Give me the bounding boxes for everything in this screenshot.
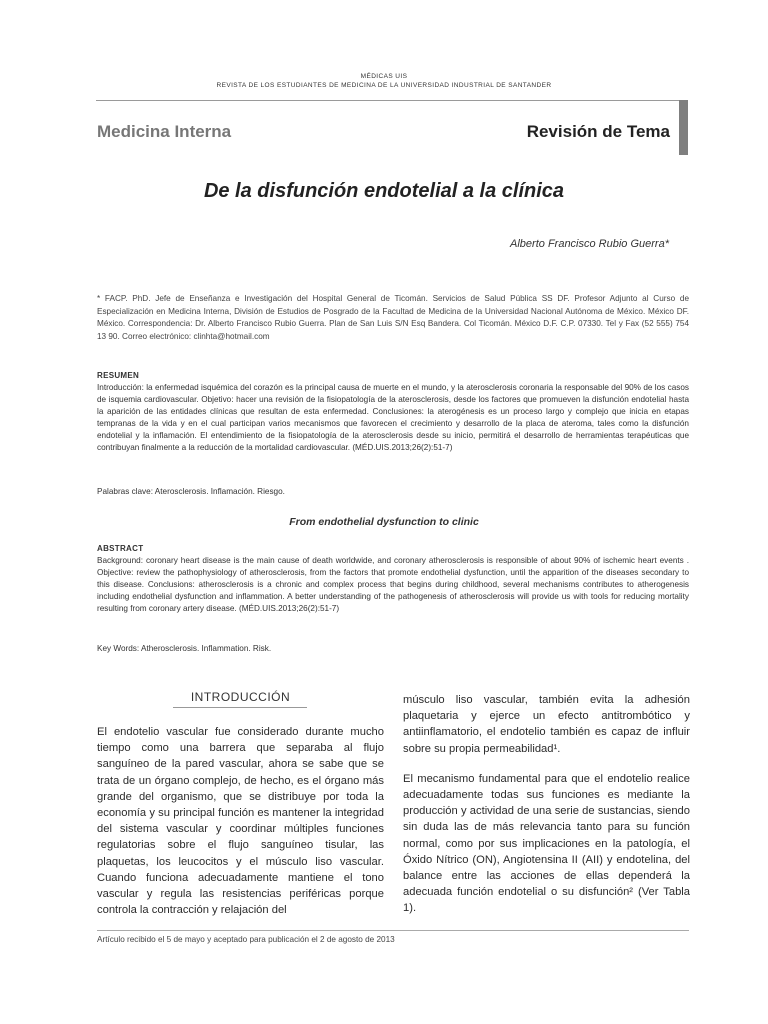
abstract-text: Background: coronary heart disease is the main cause of death worldwide, and coronary atherosclerosis is responsible of about 90% of ischemic heart events . Objective: review the pathophysiology of atherosclerosis, from the factors that promote endothelial dysfunction, until the apparition of the diseases secondary to this disease. Conclusions: atherosclerosis is a chronic and complex process that begins during childhood, several mechanisms contributes to atherogenesis including endothelial dysfunction and inflammation. A better understanding of the pathogenesis of atherosclerosis will provide us with tools for reducing mortality resulting from coronary artery disease. (MÉD.UIS.2013;26(2):51-7) xyxy=(97,556,689,613)
article-type-label: Revisión de Tema xyxy=(526,122,670,141)
body-column-right xyxy=(403,692,690,917)
resumen-heading: RESUMEN xyxy=(97,371,140,380)
received-note: Artículo recibido el 5 de mayo y aceptado para publicación el 2 de agosto de 2013 xyxy=(97,935,395,944)
header-rule xyxy=(96,100,679,101)
resumen-text: Introducción: la enfermedad isquémica del corazón es la principal causa de muerte en el mundo, y la aterosclerosis coronaria la responsable del 90% de los casos de isquemia cardiovascular. Objetivo: hacer una revisión de la fisiopatología de la aterosclerosis, desde los factores que promueven la disfunción endotelial hasta la aparición de las entidades clínicas que resultan de esta enfermedad. Conclusiones: la aterogénesis es un proceso largo y complejo que inicia en etapas tempranas de la vida y en el cual participan varios mecanismos que favorecen el crecimiento y desarrollo de la placa de ateroma, tales como la disfunción endotelial y la inflamación. El entendimiento de la fisiopatología de la aterosclerosis desde su inicio, permitirá el desarrollo de herramientas terapéuticas que contribuyan finalmente a la reducción de la mortalidad cardiovascular. (MÉD.UIS.2013;26(2):51-7) xyxy=(97,383,689,452)
body-paragraph: músculo liso vascular, también evita la adhesión plaquetaria y ejerce un efecto antitrombótico y antiinflamatorio, el endotelio también es capaz de influir sobre su propia permeabilidad¹. xyxy=(403,694,690,755)
article-title: De la disfunción endotelial a la clínica xyxy=(203,180,565,202)
abstract-heading: ABSTRACT xyxy=(97,544,144,553)
introduccion-heading: INTRODUCCIÓN xyxy=(190,690,291,704)
introduccion-underline xyxy=(173,707,307,708)
palabras-clave: Palabras clave: Aterosclerosis. Inflamación. Riesgo. xyxy=(97,487,285,496)
footer-rule xyxy=(97,930,689,931)
header-corner-bar xyxy=(679,100,688,155)
journal-subtitle: REVISTA DE LOS ESTUDIANTES DE MEDICINA DE LA UNIVERSIDAD INDUSTRIAL DE SANTANDER xyxy=(216,82,552,89)
journal-name: MÉDICAS UIS xyxy=(360,73,408,80)
abstract-block xyxy=(97,543,689,615)
key-words: Key Words: Atherosclerosis. Inflammation. Risk. xyxy=(97,644,272,653)
section-label: Medicina Interna xyxy=(97,122,232,141)
author-affiliation: * FACP. PhD. Jefe de Enseñanza e Investigación del Hospital General de Ticomán. Servicios de Salud Pública SS DF. Profesor Adjunto al Curso de Especialización en Medicina Interna, División de Estudios de Posgrado de la Facultad de Medicina de la Universidad Nacional Autónoma de México. México DF. México. Correspondencia: Dr. Alberto Francisco Rubio Guerra. Plan de San Luis S/N Esq Bandera. Col Ticomán. México D.F. C.P. 07330. Tel y Fax (52 555) 754 13 90. Correo electrónico: clinhta@hotmail.com xyxy=(97,294,689,341)
body-paragraph: El endotelio vascular fue considerado durante mucho tiempo como una barrera que separaba al flujo sanguíneo de la pared vascular, ahora se sabe que se trata de un órgano complejo, de hecho, es el órgano más grande del organismo, que se distribuye por toda la economía y su principal función es mantener la integridad del sistema vascular y coordinar múltiples funciones regulatorias sobre el flujo sanguíneo tisular, las plaquetas, los leucocitos y el músculo liso vascular. Cuando funciona adecuadamente mantiene el tono vascular y regula las resistencias periféricas porque controla la contracción y relajación del xyxy=(97,726,384,917)
journal-header xyxy=(0,72,768,90)
body-paragraph: El mecanismo fundamental para que el endotelio realice adecuadamente todas sus funciones es mediante la producción y actividad de una serie de sustancias, siendo sin duda las de más relevancia tanto para su función normal, como por sus implicaciones en la patología, el Óxido Nítrico (ON), Angiotensina II (AII) y endotelina, del balance entre las acciones de ellas dependerá la adecuada función endotelial o su disfunción² (Ver Tabla 1). xyxy=(403,772,690,915)
body-column-left xyxy=(97,724,384,918)
english-title: From endothelial dysfunction to clinic xyxy=(289,516,479,528)
article-author: Alberto Francisco Rubio Guerra* xyxy=(510,238,669,250)
resumen-block xyxy=(97,370,689,454)
